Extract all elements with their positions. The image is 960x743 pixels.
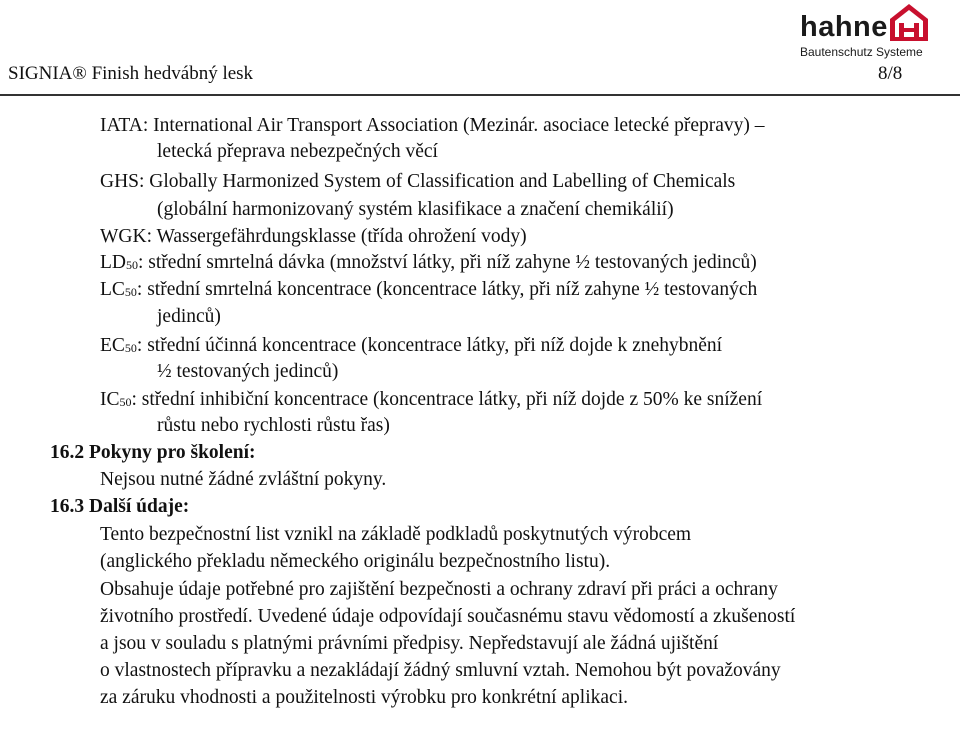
wgk-line: WGK: Wassergefährdungsklasse (třída ohrožení vody): [100, 226, 527, 247]
section-16-3-line: Tento bezpečnostní list vznikl na základě podkladů poskytnutých výrobcem: [100, 524, 692, 545]
page-number: 8/8: [878, 63, 903, 84]
iata-line-2: letecká přeprava nebezpečných věcí: [157, 141, 438, 162]
section-16-2-heading: 16.2 Pokyny pro školení:: [50, 442, 256, 463]
ec50-prefix: EC: [100, 335, 125, 356]
lc50-prefix: LC: [100, 279, 125, 300]
ic50-prefix: IC: [100, 389, 120, 410]
ic50-text: : střední inhibiční koncentrace (koncentrace látky, při níž dojde z 50% ke snížení: [131, 389, 763, 410]
section-16-2-text: Nejsou nutné žádné zvláštní pokyny.: [100, 469, 387, 490]
ld50-text: : střední smrtelná dávka (množství látky, při níž zahyne ½ testovaných jedinců): [138, 252, 757, 273]
section-16-3-line: za záruku vhodnosti a použitelnosti výrobku pro konkrétní aplikaci.: [100, 687, 628, 708]
logo-wordmark: hahne: [800, 11, 888, 43]
ld50-subscript: 50: [126, 258, 138, 272]
ld50-prefix: LD: [100, 252, 126, 273]
section-16-3-line: a jsou v souladu s platnými právními předpisy. Nepředstavují ale žádná ujištění: [100, 633, 719, 654]
section-16-3-line: životního prostředí. Uvedené údaje odpovídají současnému stavu vědomostí a zkušeností: [100, 606, 796, 627]
lc50-line-2: jedinců): [157, 306, 221, 327]
section-16-3-line: (anglického překladu německého originálu bezpečnostního listu).: [100, 551, 611, 572]
house-logo-icon: [889, 3, 929, 43]
ic50-line-2: růstu nebo rychlosti růstu řas): [157, 415, 390, 436]
header-divider: [0, 94, 960, 96]
section-16-3-heading: 16.3 Další údaje:: [50, 496, 190, 517]
ic50-subscript: 50: [119, 395, 132, 409]
lc50-subscript: 50: [124, 285, 137, 299]
ec50-text: : střední účinná koncentrace (koncentrace látky, při níž dojde k znehybnění: [136, 335, 723, 356]
ld50-line: [100, 253, 757, 273]
hahne-logo: [800, 3, 930, 63]
ec50-subscript: 50: [124, 341, 137, 355]
lc50-text: : střední smrtelná koncentrace (koncentrace látky, při níž zahyne ½ testovaných: [136, 279, 758, 300]
section-16-3-line: o vlastnostech přípravku a nezakládají žádný smluvní vztah. Nemohou být považovány: [100, 660, 781, 681]
ec50-line-2: ½ testovaných jedinců): [157, 361, 339, 382]
ic50-line: [100, 390, 762, 410]
ghs-line-2: (globální harmonizovaný systém klasifikace a značení chemikálií): [157, 199, 674, 220]
document-title: SIGNIA® Finish hedvábný lesk: [8, 63, 254, 84]
ec50-line: [100, 336, 722, 356]
ghs-line-1: GHS: Globally Harmonized System of Classification and Labelling of Chemicals: [100, 171, 736, 192]
lc50-line: [100, 280, 757, 300]
section-16-3-line: Obsahuje údaje potřebné pro zajištění bezpečnosti a ochrany zdraví při práci a ochrany: [100, 579, 778, 600]
logo-subtitle: Bautenschutz Systeme: [800, 45, 923, 59]
iata-line-1: IATA: International Air Transport Association (Mezinár. asociace letecké přepravy) –: [100, 115, 765, 136]
